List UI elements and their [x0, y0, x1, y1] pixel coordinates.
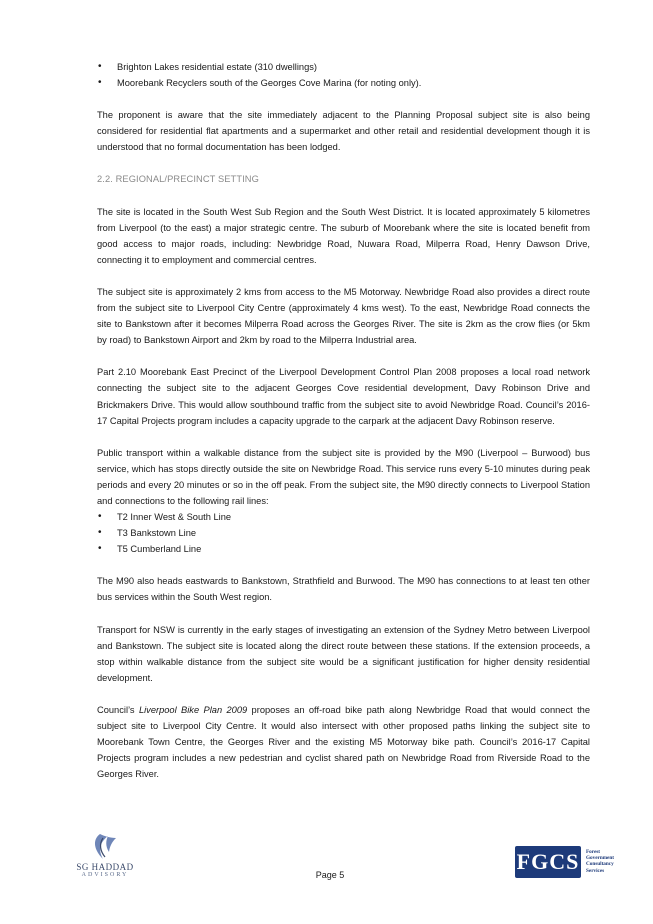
fgcs-line: Government [586, 855, 614, 862]
section-heading: 2.2. REGIONAL/PRECINCT SETTING [97, 174, 259, 185]
page-number: Page 5 [315, 870, 345, 880]
list-item: • T5 Cumberland Line [97, 541, 590, 557]
fgcs-line: Consultancy [586, 861, 614, 868]
intro-bullet-list [97, 59, 590, 91]
rail-lines-list [97, 509, 590, 557]
fgcs-logo [515, 846, 625, 880]
sg-haddad-sub: ADVISORY [81, 872, 129, 878]
list-item: • Brighton Lakes residential estate (310 dwellings) [97, 59, 590, 75]
paragraph-public-transport: Public transport within a walkable distance from the subject site is provided by the M90 (Liverpool – Burwood) bus service, which has stops directly outside the site on Newbridge Road. This service runs every 5-10 minutes during peak periods and every 20 minutes or so in the off peak. From the subject site, the M90 directly connects to Liverpool Station and connections to the following rail lines: [97, 447, 590, 506]
list-item: • T3 Bankstown Line [97, 525, 590, 541]
paragraph-motorway: The subject site is approximately 2 kms from access to the M5 Motorway. Newbridge Road also provides a direct route from the subject site to Liverpool City Centre (approximately 4 kms west). To the east, Newbridge Road connects the site to Bankstown after it becomes Milperra Road across the Georges River. The site is 2km as the crow flies (or 5km by road) to Bankstown Airport and 2km by road to the Milperra Industrial area. [97, 286, 590, 346]
fgcs-line: Forest [586, 849, 601, 855]
paragraph-metro: Transport for NSW is currently in the early stages of investigating an extension of the Sydney Metro between Liverpool and Bankstown. The subject site is located along the direct route between these stations. If the extension proceeds, a stop within walkable distance from the subject site would be a significant justification for higher density residential development. [97, 624, 590, 683]
paragraph-location: The site is located in the South West Sub Region and the South West District. It is located approximately 5 kilometres from Liverpool (to the east) a major strategic centre. The suburb of Moorebank where the site is located benefit from good access to major roads, including: Newbridge Road, Nuwara Road, Milperra Road, Henry Dawson Drive, connecting it to employment and commercial centres. [97, 206, 590, 265]
page-content [97, 59, 590, 782]
fgcs-tagline [586, 849, 626, 874]
list-item: • T2 Inner West & South Line [97, 509, 590, 525]
sg-haddad-logo [70, 832, 140, 882]
paragraph-m90: The M90 also heads eastwards to Bankstown, Strathfield and Burwood. The M90 has connections to at least ten other bus services within the South West region. [97, 576, 590, 603]
paragraph-bike-plan [97, 702, 590, 782]
bike-prefix: Council’s [97, 704, 139, 715]
bike-plan-title: Liverpool Bike Plan 2009 [138, 704, 248, 715]
sg-haddad-name: SG HADDAD [76, 862, 134, 872]
paragraph-proponent: The proponent is aware that the site immediately adjacent to the Planning Proposal subject site is also being considered for residential flat apartments and a supermarket and other retail and residential development though it is understood that no formal documentation has been lodged. [97, 110, 590, 153]
sg-haddad-emblem-icon [70, 832, 140, 862]
paragraph-dcp: Part 2.10 Moorebank East Precinct of the Liverpool Development Control Plan 2008 proposes a local road network connecting the subject site to the adjacent Georges Cove residential development, Davy Robinson Drive and Brickmakers Drive. This would allow southbound traffic from the subject site to avoid Newbridge Road. Council’s 2016-17 Capital Projects program includes a capacity upgrade to the carpark at the adjacent Davy Robinson reserve. [97, 367, 590, 426]
fgcs-wordmark: FGCS [515, 846, 581, 878]
list-item: • Moorebank Recyclers south of the Georges Cove Marina (for noting only). [97, 75, 590, 91]
bike-rest: proposes an off-road bike path along Newbridge Road that would connect the subject site to Liverpool City Centre. It would also intersect with other proposed paths linking the subject site to Moorebank Town Centre, the Georges River and the existing M5 Motorway bike path. Council’s 2016-17 Capital Projects program includes a new pedestrian and cyclist shared path on Newbridge Road from Riverside Road to the Georges River. [97, 704, 590, 780]
fgcs-line: Services [586, 867, 605, 874]
